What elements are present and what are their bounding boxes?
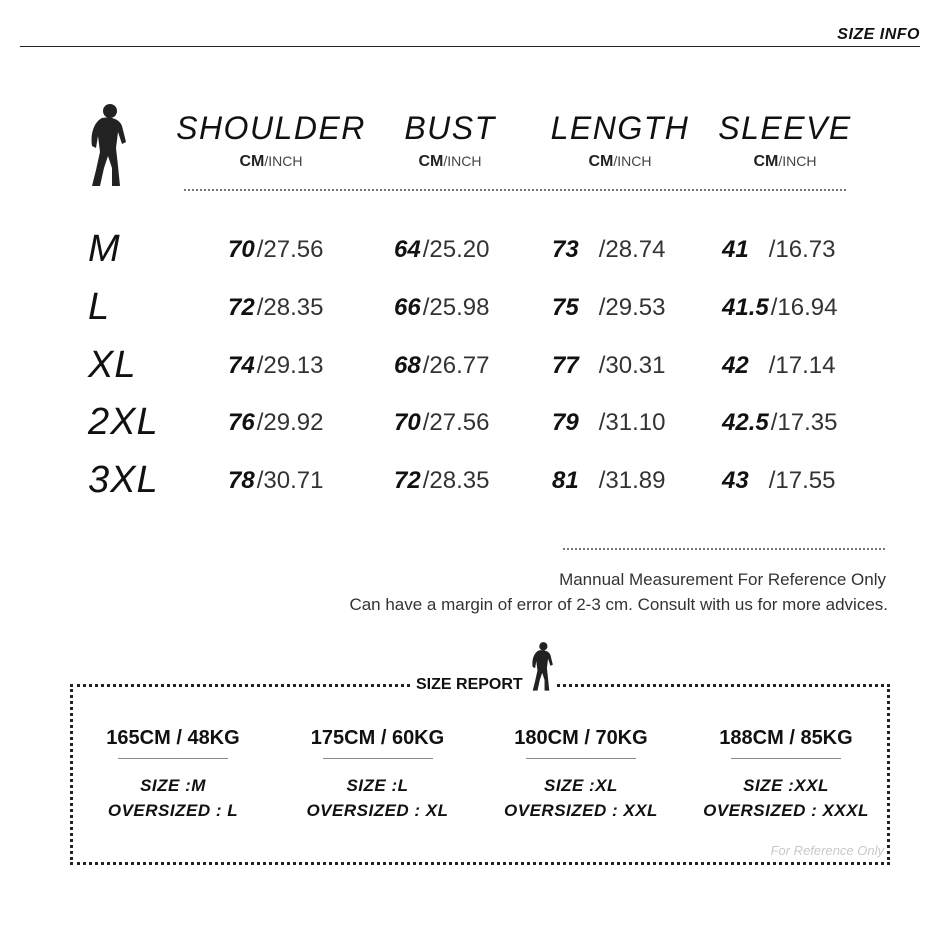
measurement-cell xyxy=(552,294,665,322)
report-item xyxy=(290,727,465,823)
oversized-size: OVERSIZED : XL xyxy=(306,801,449,820)
measurement-cm: 72 xyxy=(228,294,255,321)
report-item xyxy=(490,727,672,823)
measurement-cm: 43 xyxy=(722,467,749,494)
measurement-inch: /25.98 xyxy=(422,294,490,321)
measurement-inch: /17.55 xyxy=(768,467,836,494)
measurement-inch: /16.73 xyxy=(768,236,836,263)
measurement-cell xyxy=(722,236,835,264)
measurement-inch: /16.94 xyxy=(770,294,838,321)
measurement-cell xyxy=(722,352,835,380)
size-report-title: SIZE REPORT xyxy=(410,676,529,694)
reference-only-note: For Reference Only xyxy=(770,843,884,858)
size-row-label: 2XL xyxy=(88,401,159,443)
height-weight: 180CM / 70KG xyxy=(514,727,648,749)
size-row-label: M xyxy=(88,228,121,270)
oversized-size: OVERSIZED : L xyxy=(107,801,239,820)
walking-figure-icon xyxy=(84,102,128,190)
recommended-size: SIZE :XL xyxy=(544,776,618,795)
measurement-inch: /27.56 xyxy=(422,409,490,436)
column-title: LENGTH xyxy=(550,110,690,146)
size-row-label: XL xyxy=(88,344,137,386)
measurement-cell xyxy=(228,409,323,437)
oversized-size: OVERSIZED : XXXL xyxy=(703,801,869,820)
measurement-inch: /31.10 xyxy=(598,409,666,436)
page-title: SIZE INFO xyxy=(837,26,920,43)
measurement-inch: /29.53 xyxy=(598,294,666,321)
note-line-1: Mannual Measurement For Reference Only xyxy=(559,570,886,589)
measurement-inch: /25.20 xyxy=(422,236,490,263)
measurement-cm: 41 xyxy=(722,236,749,263)
measurement-cell xyxy=(228,352,323,380)
column-unit: CM/INCH xyxy=(239,153,303,170)
column-unit: CM/INCH xyxy=(418,153,482,170)
report-rule xyxy=(118,758,228,759)
measurement-cm: 70 xyxy=(228,236,255,263)
measurement-cm: 75 xyxy=(552,294,579,321)
measurement-inch: /27.56 xyxy=(256,236,324,263)
report-rule xyxy=(526,758,636,759)
measurement-inch: /29.13 xyxy=(256,352,324,379)
column-unit: CM/INCH xyxy=(588,153,652,170)
measurement-cm: 76 xyxy=(228,409,255,436)
column-title: SLEEVE xyxy=(718,110,852,146)
measurement-cell xyxy=(552,352,665,380)
measurement-cell xyxy=(722,467,835,495)
height-weight: 165CM / 48KG xyxy=(106,727,240,749)
measurement-cm: 66 xyxy=(394,294,421,321)
measurement-cell xyxy=(722,294,837,322)
measurement-inch: /17.14 xyxy=(768,352,836,379)
measurement-inch: /28.35 xyxy=(422,467,490,494)
measurement-inch: /26.77 xyxy=(422,352,490,379)
measurement-cm: 41.5 xyxy=(722,294,769,321)
measurement-cm: 68 xyxy=(394,352,421,379)
measurement-cell xyxy=(722,409,837,437)
size-row-label: L xyxy=(88,286,111,328)
header-dotted-divider xyxy=(184,189,846,191)
note-line-2: Can have a margin of error of 2-3 cm. Consult with us for more advices. xyxy=(349,595,888,614)
measurement-cell xyxy=(228,236,323,264)
measurement-cm: 81 xyxy=(552,467,579,494)
recommended-size: SIZE :M xyxy=(140,776,206,795)
recommended-size: SIZE :L xyxy=(346,776,409,795)
measurement-cm: 72 xyxy=(394,467,421,494)
measurement-cell xyxy=(394,409,489,437)
measurement-inch: /31.89 xyxy=(598,467,666,494)
measurement-cell xyxy=(394,294,489,322)
column-unit: CM/INCH xyxy=(753,153,817,170)
column-title: BUST xyxy=(404,110,496,146)
recommended-size: SIZE :XXL xyxy=(743,776,829,795)
measurement-cell xyxy=(394,352,489,380)
measurement-cm: 74 xyxy=(228,352,255,379)
column-header-length xyxy=(540,110,700,171)
measurement-cell xyxy=(552,409,665,437)
measurement-cm: 78 xyxy=(228,467,255,494)
measurement-inch: /29.92 xyxy=(256,409,324,436)
measurement-inch: /28.74 xyxy=(598,236,666,263)
measurement-cell xyxy=(394,236,489,264)
measurement-cm: 79 xyxy=(552,409,579,436)
measurement-cell xyxy=(228,467,323,495)
header-divider xyxy=(20,46,920,47)
measurement-cell xyxy=(394,467,489,495)
measurement-cm: 42 xyxy=(722,352,749,379)
measurement-inch: /17.35 xyxy=(770,409,838,436)
measurement-cell xyxy=(228,294,323,322)
report-item xyxy=(88,727,258,823)
measurement-cell xyxy=(552,467,665,495)
measurement-inch: /28.35 xyxy=(256,294,324,321)
note-dotted-divider xyxy=(563,548,885,550)
report-item xyxy=(690,727,882,823)
report-rule xyxy=(323,758,433,759)
column-header-bust xyxy=(370,110,530,171)
measurement-cm: 42.5 xyxy=(722,409,769,436)
height-weight: 175CM / 60KG xyxy=(310,727,445,749)
measurement-inch: /30.71 xyxy=(256,467,324,494)
column-header-shoulder xyxy=(176,110,366,171)
size-row-label: 3XL xyxy=(88,459,159,501)
measurement-cm: 73 xyxy=(552,236,579,263)
measurement-cm: 64 xyxy=(394,236,421,263)
height-weight: 188CM / 85KG xyxy=(719,727,853,749)
walking-figure-icon xyxy=(526,641,556,693)
measurement-cm: 77 xyxy=(552,352,579,379)
measurement-cell xyxy=(552,236,665,264)
column-header-sleeve xyxy=(710,110,860,171)
column-title: SHOULDER xyxy=(176,110,366,146)
measurement-inch: /30.31 xyxy=(598,352,666,379)
report-rule xyxy=(731,758,841,759)
oversized-size: OVERSIZED : XXL xyxy=(504,801,658,820)
measurement-cm: 70 xyxy=(394,409,421,436)
